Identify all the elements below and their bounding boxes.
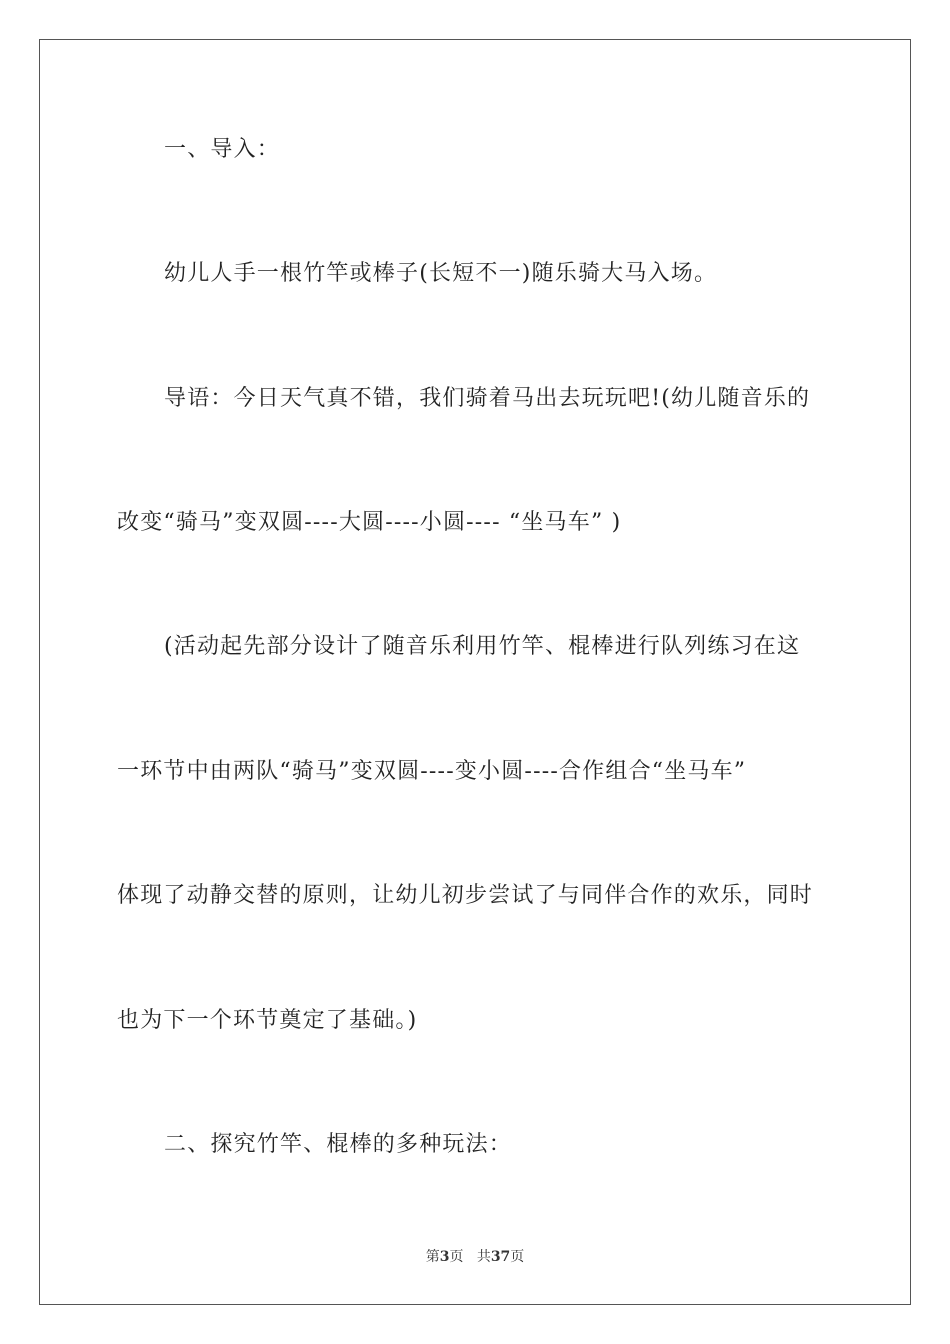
paragraph-line: 导语：今日天气真不错，我们骑着马出去玩玩吧!(幼儿随音乐的 [164,386,811,411]
page-footer [0,1246,950,1266]
paragraph-line: 一环节中由两队“骑马”变双圆----变小圆----合作组合“坐马车” [117,759,747,784]
section-heading-intro: 一、导入： [164,137,281,162]
footer-page-number: 3 [439,1249,450,1265]
page-border [39,39,911,1305]
footer-page-suffix: 页 [449,1249,464,1265]
paragraph-line: 也为下一个环节奠定了基础。) [117,1008,418,1033]
footer-total-prefix: 共 [476,1249,491,1265]
paragraph-line: 幼儿人手一根竹竿或棒子(长短不一)随乐骑大马入场。 [164,261,718,286]
paragraph-line: (活动起先部分设计了随音乐利用竹竿、棍棒进行队列练习在这 [164,634,801,659]
paragraph-line: 改变“骑马”变双圆----大圆----小圆---- “坐马车” ) [117,510,622,535]
footer-total-suffix: 页 [510,1249,525,1265]
paragraph-line: 体现了动静交替的原则，让幼儿初步尝试了与同伴合作的欢乐，同时 [117,883,814,908]
footer-total-pages: 37 [490,1249,511,1265]
section-heading-explore: 二、探究竹竿、棍棒的多种玩法： [164,1132,513,1157]
footer-page-prefix: 第 [425,1249,440,1265]
